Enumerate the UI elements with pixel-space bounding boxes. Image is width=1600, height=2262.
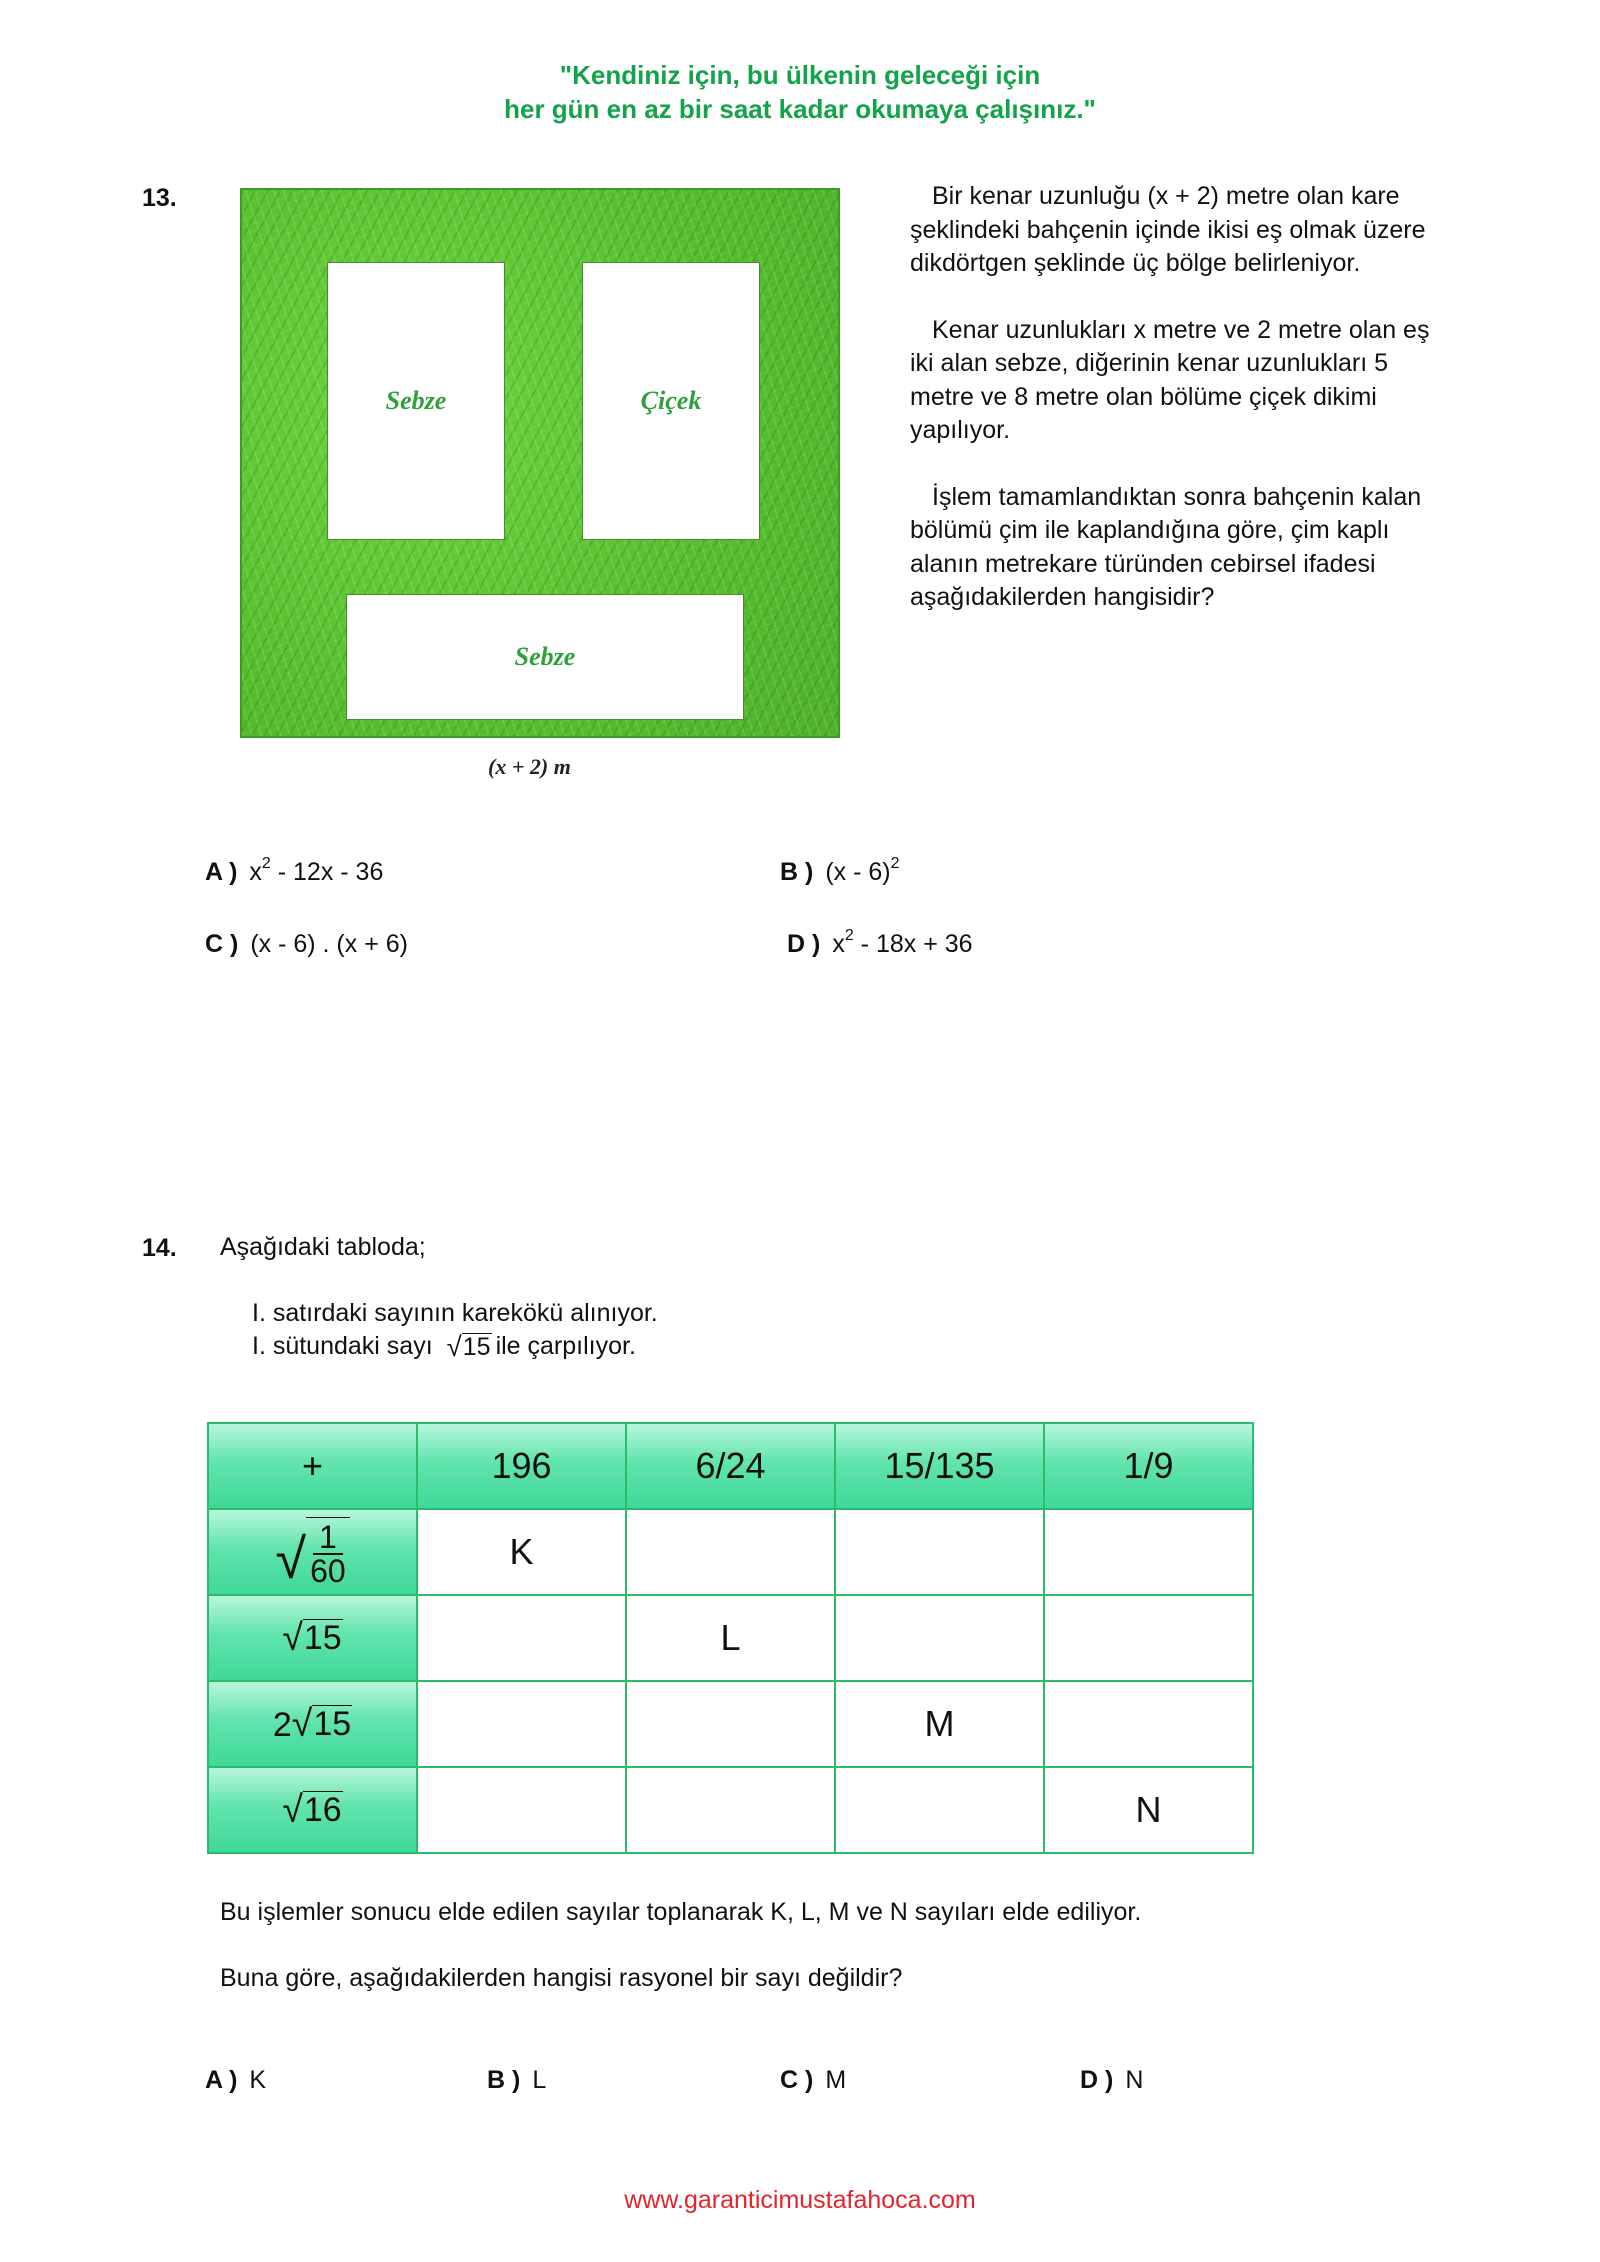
table-header-row [208, 1423, 1253, 1509]
q13-paragraph-3: İşlem tamamlandıktan sonra bahçenin kalan bölümü çim ile kaplandığına göre, çim kaplı alanın metrekare türünden cebirsel ifadesi aşağıdakilerden hangisidir? [910, 482, 1422, 611]
plot-left-label: Sebze [385, 386, 447, 415]
radical-sign-icon: √ [282, 1616, 303, 1658]
coefficient: 2 [272, 1706, 292, 1744]
sqrt-1-over-60 [275, 1517, 349, 1590]
q14-option-d-letter: D ) [1080, 2066, 1114, 2094]
q14-rule-2 [252, 1330, 636, 1364]
table-row [208, 1767, 1253, 1853]
q13-option-c[interactable] [205, 930, 408, 959]
garden-figure [240, 188, 840, 738]
radicand: 15 [462, 1332, 491, 1361]
q13-option-a-exponent: 2 [261, 855, 271, 872]
flower-plot [582, 262, 760, 540]
cell-k: K [417, 1509, 626, 1595]
radical-sign-icon: √ [282, 1788, 303, 1830]
q13-option-d-exponent: 2 [844, 927, 854, 944]
q14-option-b-text: L [532, 2066, 547, 2094]
q14-option-c-text: M [825, 2066, 847, 2094]
table-row [208, 1595, 1253, 1681]
q14-rule-1: I. satırdaki sayının karekökü alınıyor. [252, 1299, 658, 1327]
q14-option-d[interactable] [1080, 2066, 1143, 2095]
fraction [310, 1521, 346, 1587]
table-cell [417, 1681, 626, 1767]
radical-sign-icon: √ [291, 1702, 313, 1744]
radicand: 15 [303, 1619, 342, 1657]
question-13-number: 13. [142, 184, 177, 212]
cell-l: L [626, 1595, 835, 1681]
row-header-1 [208, 1509, 417, 1595]
plot-bottom-label: Sebze [514, 642, 576, 671]
question-14-number: 14. [142, 1234, 177, 1262]
operation-table [207, 1422, 1254, 1854]
motto-line-2: her gün en az bir saat kadar okumaya çalışınız." [504, 94, 1096, 124]
table-cell [626, 1509, 835, 1595]
vegetable-plot-left [327, 262, 505, 540]
q13-option-d-rest: - 18x + 36 [853, 930, 973, 958]
q13-option-a-x: x [249, 858, 262, 886]
vegetable-plot-bottom [346, 594, 744, 720]
q13-paragraph-2: Kenar uzunlukları x metre ve 2 metre olan eş iki alan sebze, diğerinin kenar uzunlukları 5 metre ve 8 metre olan bölüme çiçek dikimi yapılıyor. [910, 315, 1430, 444]
q13-paragraph-1: Bir kenar uzunluğu (x + 2) metre olan kare şeklindeki bahçenin içinde ikisi eş olmak üzere dikdörtgen şeklinde üç bölge belirleniyor. [910, 182, 1426, 277]
q13-option-d[interactable] [787, 927, 973, 959]
q14-option-b-letter: B ) [487, 2066, 521, 2094]
table-cell [417, 1595, 626, 1681]
q13-option-c-letter: C ) [205, 930, 239, 958]
sqrt-16 [282, 1788, 342, 1830]
column-header-1: 196 [417, 1423, 626, 1509]
q14-conclusion: Bu işlemler sonucu elde edilen sayılar toplanarak K, L, M ve N sayıları elde ediliyor. [220, 1898, 1142, 1926]
numerator: 1 [313, 1521, 343, 1555]
q14-option-c-letter: C ) [780, 2066, 814, 2094]
q14-question: Buna göre, aşağıdakilerden hangisi rasyonel bir sayı değildir? [220, 1964, 903, 1992]
table-cell [835, 1767, 1044, 1853]
q13-option-b[interactable] [780, 855, 900, 887]
q13-option-d-x: x [832, 930, 845, 958]
footer-website-link[interactable]: www.garanticimustafahoca.com [624, 2186, 976, 2214]
row-header-4 [208, 1767, 417, 1853]
radicand: 16 [303, 1791, 342, 1829]
table-cell [1044, 1595, 1253, 1681]
row-header-2 [208, 1595, 417, 1681]
q13-option-b-letter: B ) [780, 858, 814, 886]
table-corner-cell: + [208, 1423, 417, 1509]
plot-right-label: Çiçek [640, 386, 702, 415]
denominator: 60 [310, 1553, 346, 1589]
table-cell [626, 1681, 835, 1767]
q14-option-a-text: K [249, 2066, 267, 2094]
q14-option-a[interactable] [205, 2066, 266, 2095]
q13-option-b-exponent: 2 [890, 855, 900, 872]
question-13-text [910, 180, 1440, 648]
table-row [208, 1681, 1253, 1767]
q14-option-d-text: N [1125, 2066, 1144, 2094]
table-cell [417, 1767, 626, 1853]
q13-option-d-letter: D ) [787, 930, 821, 958]
q13-option-c-text: (x - 6) . (x + 6) [250, 930, 408, 958]
column-header-4: 1/9 [1044, 1423, 1253, 1509]
radicand [306, 1517, 350, 1587]
sqrt-15 [282, 1616, 342, 1658]
table-cell [1044, 1681, 1253, 1767]
q14-option-a-letter: A ) [205, 2066, 238, 2094]
table-cell [835, 1509, 1044, 1595]
q13-option-a[interactable] [205, 855, 384, 887]
q14-rule-2-start: I. sütundaki sayı [252, 1332, 433, 1360]
sqrt-15-inline [446, 1330, 492, 1362]
table-cell [1044, 1509, 1253, 1595]
q13-option-b-base: (x - 6) [825, 858, 891, 886]
table-row [208, 1509, 1253, 1595]
q14-option-b[interactable] [487, 2066, 546, 2095]
garden-dimension-label: (x + 2) m [488, 754, 571, 779]
radical-sign-icon: √ [446, 1330, 462, 1362]
q13-option-a-rest: - 12x - 36 [270, 858, 384, 886]
q14-intro: Aşağıdaki tabloda; [220, 1233, 426, 1261]
table-cell [835, 1595, 1044, 1681]
q13-option-a-letter: A ) [205, 858, 238, 886]
row-header-3 [208, 1681, 417, 1767]
table-cell [626, 1767, 835, 1853]
motto-line-1: "Kendiniz için, bu ülkenin geleceği için [559, 60, 1041, 90]
q14-rule-2-end: ile çarpılıyor. [495, 1332, 636, 1360]
cell-m: M [835, 1681, 1044, 1767]
radicand: 15 [313, 1705, 352, 1743]
sqrt-15 [291, 1702, 352, 1744]
q14-option-c[interactable] [780, 2066, 846, 2095]
column-header-2: 6/24 [626, 1423, 835, 1509]
cell-n: N [1044, 1767, 1253, 1853]
radical-sign-icon: √ [275, 1527, 307, 1590]
column-header-3: 15/135 [835, 1423, 1044, 1509]
